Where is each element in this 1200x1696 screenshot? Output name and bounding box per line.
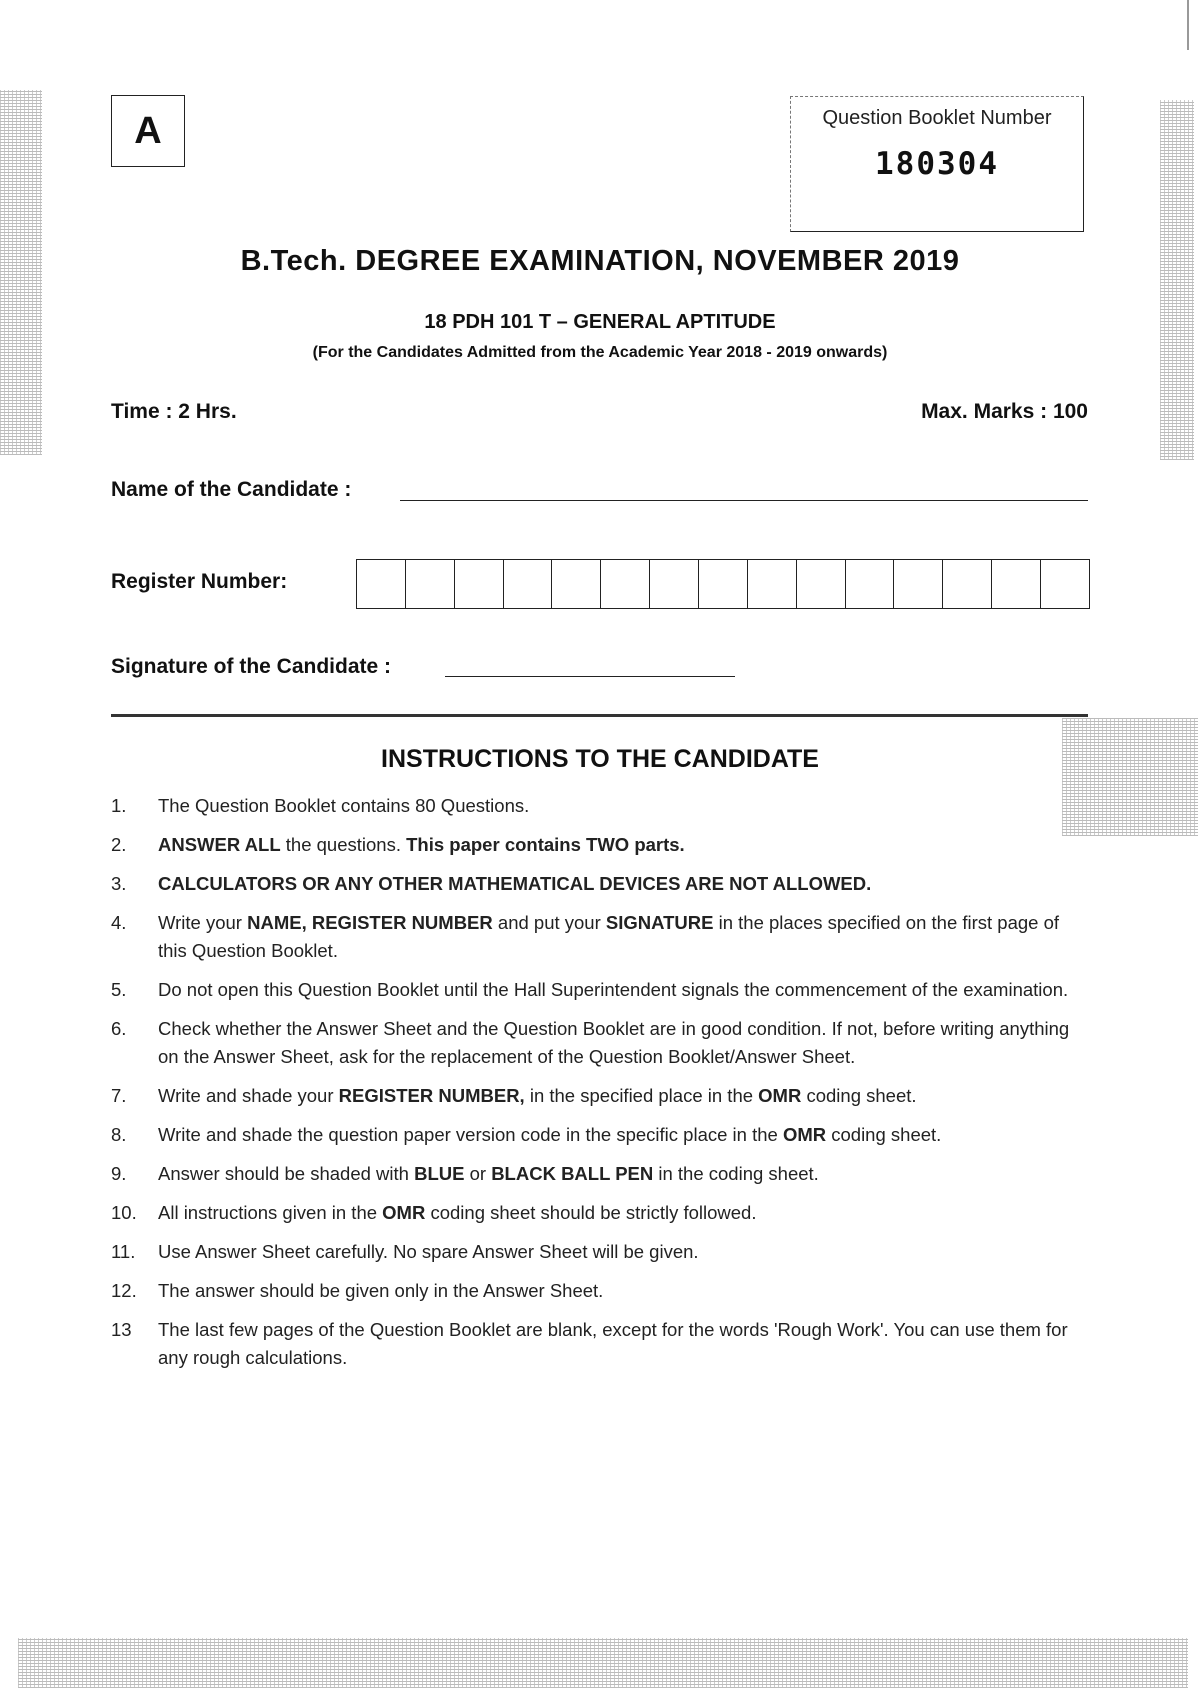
instruction-number: 8. [111, 1124, 127, 1145]
instruction-text: Use Answer Sheet carefully. No spare Answer Sheet will be given. [158, 1241, 699, 1262]
instruction-item [111, 1160, 1088, 1188]
instruction-item [111, 1277, 1088, 1305]
instruction-number: 6. [111, 1018, 127, 1039]
instruction-item [111, 1082, 1088, 1110]
instruction-number: 4. [111, 912, 127, 933]
instruction-number: 3. [111, 873, 127, 894]
instruction-text: The Question Booklet contains 80 Questions. [158, 795, 530, 816]
register-digit-box[interactable] [797, 560, 846, 608]
instructions-heading: INSTRUCTIONS TO THE CANDIDATE [381, 745, 819, 773]
instruction-text: Write your NAME, REGISTER NUMBER and put your SIGNATURE in the places specified on the first page of this Question Booklet. [158, 912, 1060, 961]
instruction-number: 9. [111, 1163, 127, 1184]
instruction-item [111, 831, 1088, 859]
max-marks: Max. Marks : 100 [921, 400, 1088, 423]
register-label: Register Number: [111, 570, 288, 593]
register-digit-box[interactable] [943, 560, 992, 608]
register-digit-box[interactable] [357, 560, 406, 608]
instruction-number: 10. [111, 1202, 137, 1223]
right-edge-line [1187, 0, 1189, 50]
instruction-item [111, 870, 1088, 898]
time-marks-row [111, 400, 1088, 424]
instructions-list [111, 792, 1088, 1372]
instruction-text: Write and shade the question paper version code in the specific place in the OMR coding sheet. [158, 1124, 942, 1145]
instruction-item [111, 1121, 1088, 1149]
name-field[interactable] [400, 500, 1088, 501]
register-digit-box[interactable] [1041, 560, 1089, 608]
instruction-text: Do not open this Question Booklet until the Hall Superintendent signals the commencement of the examination. [158, 979, 1069, 1000]
register-digit-box[interactable] [894, 560, 943, 608]
instruction-item [111, 1015, 1088, 1071]
instruction-item [111, 1199, 1088, 1227]
instruction-item [111, 1316, 1088, 1372]
instruction-item [111, 976, 1088, 1004]
name-label: Name of the Candidate : [111, 478, 352, 501]
instruction-text: Answer should be shaded with BLUE or BLACK BALL PEN in the coding sheet. [158, 1163, 819, 1184]
course-title: 18 PDH 101 T – GENERAL APTITUDE [424, 311, 776, 333]
register-digit-box[interactable] [406, 560, 455, 608]
time-duration: Time : 2 Hrs. [111, 400, 237, 423]
section-divider [111, 714, 1088, 717]
booklet-number-box [790, 96, 1084, 232]
instruction-text: Write and shade your REGISTER NUMBER, in the specified place in the OMR coding sheet. [158, 1085, 917, 1106]
instruction-number: 11. [111, 1241, 136, 1262]
instruction-item [111, 909, 1088, 965]
instruction-text: ANSWER ALL the questions. This paper contains TWO parts. [158, 834, 685, 855]
instruction-number: 5. [111, 979, 127, 1000]
version-code-box [111, 95, 185, 167]
register-digit-box[interactable] [650, 560, 699, 608]
register-digit-box[interactable] [601, 560, 650, 608]
instruction-number: 1. [111, 795, 127, 816]
instruction-text: The last few pages of the Question Booklet are blank, except for the words 'Rough Work'. You can use them for any rough calculations. [158, 1319, 1068, 1368]
instruction-number: 2. [111, 834, 127, 855]
register-digit-box[interactable] [552, 560, 601, 608]
register-digit-box[interactable] [699, 560, 748, 608]
register-digit-box[interactable] [748, 560, 797, 608]
booklet-number: 180304 [875, 146, 999, 182]
instruction-text: The answer should be given only in the Answer Sheet. [158, 1280, 604, 1301]
right-scan-noise [1160, 100, 1194, 460]
register-number-grid[interactable] [356, 559, 1090, 609]
register-digit-box[interactable] [846, 560, 895, 608]
signature-field[interactable] [445, 676, 735, 677]
register-digit-box[interactable] [504, 560, 553, 608]
register-digit-box[interactable] [992, 560, 1041, 608]
instruction-text: All instructions given in the OMR coding sheet should be strictly followed. [158, 1202, 757, 1223]
version-code: A [134, 109, 162, 152]
register-digit-box[interactable] [455, 560, 504, 608]
instruction-number: 12. [111, 1280, 137, 1301]
instruction-item [111, 1238, 1088, 1266]
booklet-number-label: Question Booklet Number [822, 107, 1052, 129]
instruction-item [111, 792, 1088, 820]
instruction-text: CALCULATORS OR ANY OTHER MATHEMATICAL DEVICES ARE NOT ALLOWED. [158, 873, 872, 894]
signature-label: Signature of the Candidate : [111, 655, 392, 678]
instruction-number: 7. [111, 1085, 127, 1106]
admission-note: (For the Candidates Admitted from the Academic Year 2018 - 2019 onwards) [312, 344, 888, 361]
instruction-text: Check whether the Answer Sheet and the Question Booklet are in good condition. If not, before writing anything on the Answer Sheet, ask for the replacement of the Question Booklet/Answer Sheet. [158, 1018, 1070, 1067]
bottom-scan-noise [18, 1638, 1188, 1688]
exam-title: B.Tech. DEGREE EXAMINATION, NOVEMBER 2019 [240, 245, 960, 277]
instruction-number: 13 [111, 1319, 132, 1340]
